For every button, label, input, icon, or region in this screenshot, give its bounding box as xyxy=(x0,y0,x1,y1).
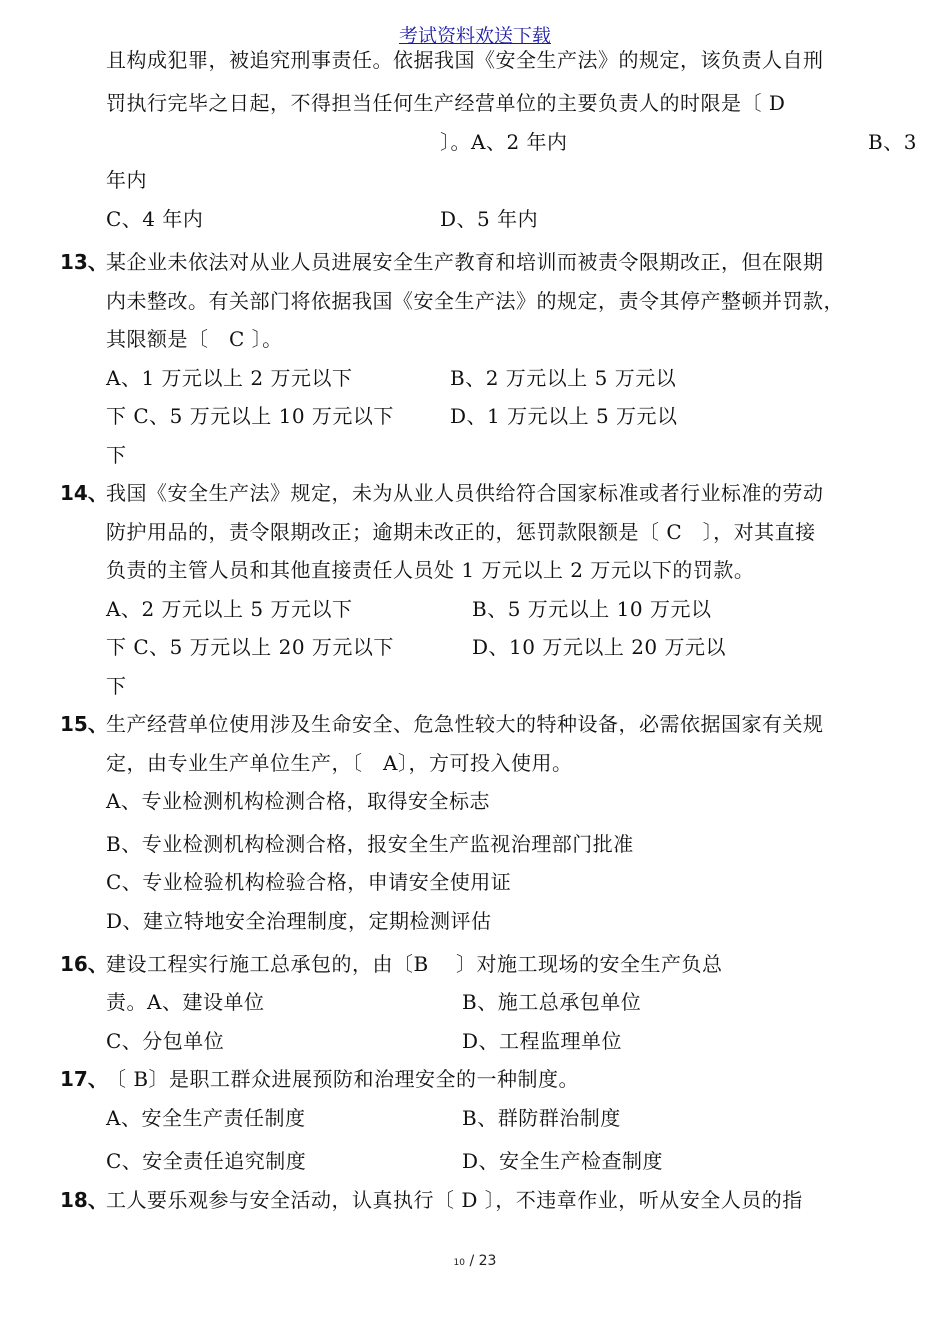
q15-option-d: D、建立特地安全治理制度，定期检测评估 xyxy=(106,909,492,933)
q14-option-c: 下 C、5 万元以上 20 万元以下 xyxy=(106,635,394,659)
q17-option-b: B、群防群治制度 xyxy=(462,1106,621,1130)
q18-number: 18、 xyxy=(60,1188,108,1212)
q17-option-c: C、安全责任追究制度 xyxy=(106,1149,307,1173)
page-separator: / xyxy=(465,1253,479,1269)
q13-option-a: A、1 万元以上 2 万元以下 xyxy=(106,366,353,390)
q13-line-1: 某企业未依法对从业人员进展安全生产教育和培训而被责令限期改正，但在限期 xyxy=(106,250,824,274)
q14-line-2: 防护用品的，责令限期改正；逾期未改正的，惩罚款限额是〔 C 〕，对其直接 xyxy=(106,520,816,544)
q13-number: 13、 xyxy=(60,250,108,274)
q13-option-d: D、1 万元以上 5 万元以 xyxy=(450,404,678,428)
q15-option-a: A、专业检测机构检测合格，取得安全标志 xyxy=(106,789,490,813)
page-total: 23 xyxy=(478,1253,497,1269)
q13-tail: 下 xyxy=(106,443,127,467)
q14-option-a: A、2 万元以上 5 万元以下 xyxy=(106,597,353,621)
q16-line-2: 责。A、建设单位 xyxy=(106,990,265,1014)
q13-line-2: 内未整改。有关部门将依据我国《安全生产法》的规定，责令其停产整顿并罚款， xyxy=(106,289,844,313)
page-number xyxy=(0,1252,950,1272)
q14-option-d: D、10 万元以上 20 万元以 xyxy=(472,635,727,659)
q12-line-4: 年内 xyxy=(106,168,147,192)
q17-option-d: D、安全生产检查制度 xyxy=(462,1149,664,1173)
q14-line-3: 负责的主管人员和其他直接责任人员处 1 万元以上 2 万元以下的罚款。 xyxy=(106,558,755,582)
q13-line-3: 其限额是〔 C 〕。 xyxy=(106,327,283,351)
q16-option-b: B、施工总承包单位 xyxy=(462,990,642,1014)
q12-option-c: C、4 年内 xyxy=(106,207,204,231)
q18-line-1: 工人要乐观参与安全活动，认真执行〔 D 〕，不违章作业，听从安全人员的指 xyxy=(106,1188,803,1212)
q17-line-1: 〔 B〕是职工群众进展预防和治理安全的一种制度。 xyxy=(106,1067,580,1091)
q13-option-c: 下 C、5 万元以上 10 万元以下 xyxy=(106,404,394,428)
q15-option-c: C、专业检验机构检验合格，申请安全使用证 xyxy=(106,870,512,894)
q17-number: 17、 xyxy=(60,1067,108,1091)
q17-option-a: A、安全生产责任制度 xyxy=(106,1106,306,1130)
q16-number: 16、 xyxy=(60,952,108,976)
q16-option-c: C、分包单位 xyxy=(106,1029,225,1053)
q15-line-2: 定，由专业生产单位生产，〔 A〕，方可投入使用。 xyxy=(106,751,573,775)
q16-line-1: 建设工程实行施工总承包的，由〔B 〕对施工现场的安全生产负总 xyxy=(106,952,723,976)
q12-line-3: 〕。A、2 年内 xyxy=(440,130,568,154)
q16-option-d: D、工程监理单位 xyxy=(462,1029,623,1053)
q12-line-2: 罚执行完毕之日起，不得担当任何生产经营单位的主要负责人的时限是〔 D xyxy=(106,91,786,115)
q12-line-1: 且构成犯罪，被追究刑事责任。依据我国《安全生产法》的规定，该负责人自刑 xyxy=(106,48,824,72)
q15-line-1: 生产经营单位使用涉及生命安全、危急性较大的特种设备，必需依据国家有关规 xyxy=(106,712,824,736)
q14-line-1: 我国《安全生产法》规定，未为从业人员供给符合国家标准或者行业标准的劳动 xyxy=(106,481,824,505)
q14-tail: 下 xyxy=(106,674,127,698)
q15-option-b: B、专业检测机构检测合格，报安全生产监视治理部门批准 xyxy=(106,832,634,856)
page-current: 10 xyxy=(453,1258,465,1268)
q13-option-b: B、2 万元以上 5 万元以 xyxy=(450,366,677,390)
q14-option-b: B、5 万元以上 10 万元以 xyxy=(472,597,712,621)
q12-option-b: B、3 xyxy=(868,130,917,154)
q12-option-d: D、5 年内 xyxy=(440,207,539,231)
q14-number: 14、 xyxy=(60,481,108,505)
header-link[interactable]: 考试资料欢送下载 xyxy=(398,25,551,47)
q15-number: 15、 xyxy=(60,712,108,736)
